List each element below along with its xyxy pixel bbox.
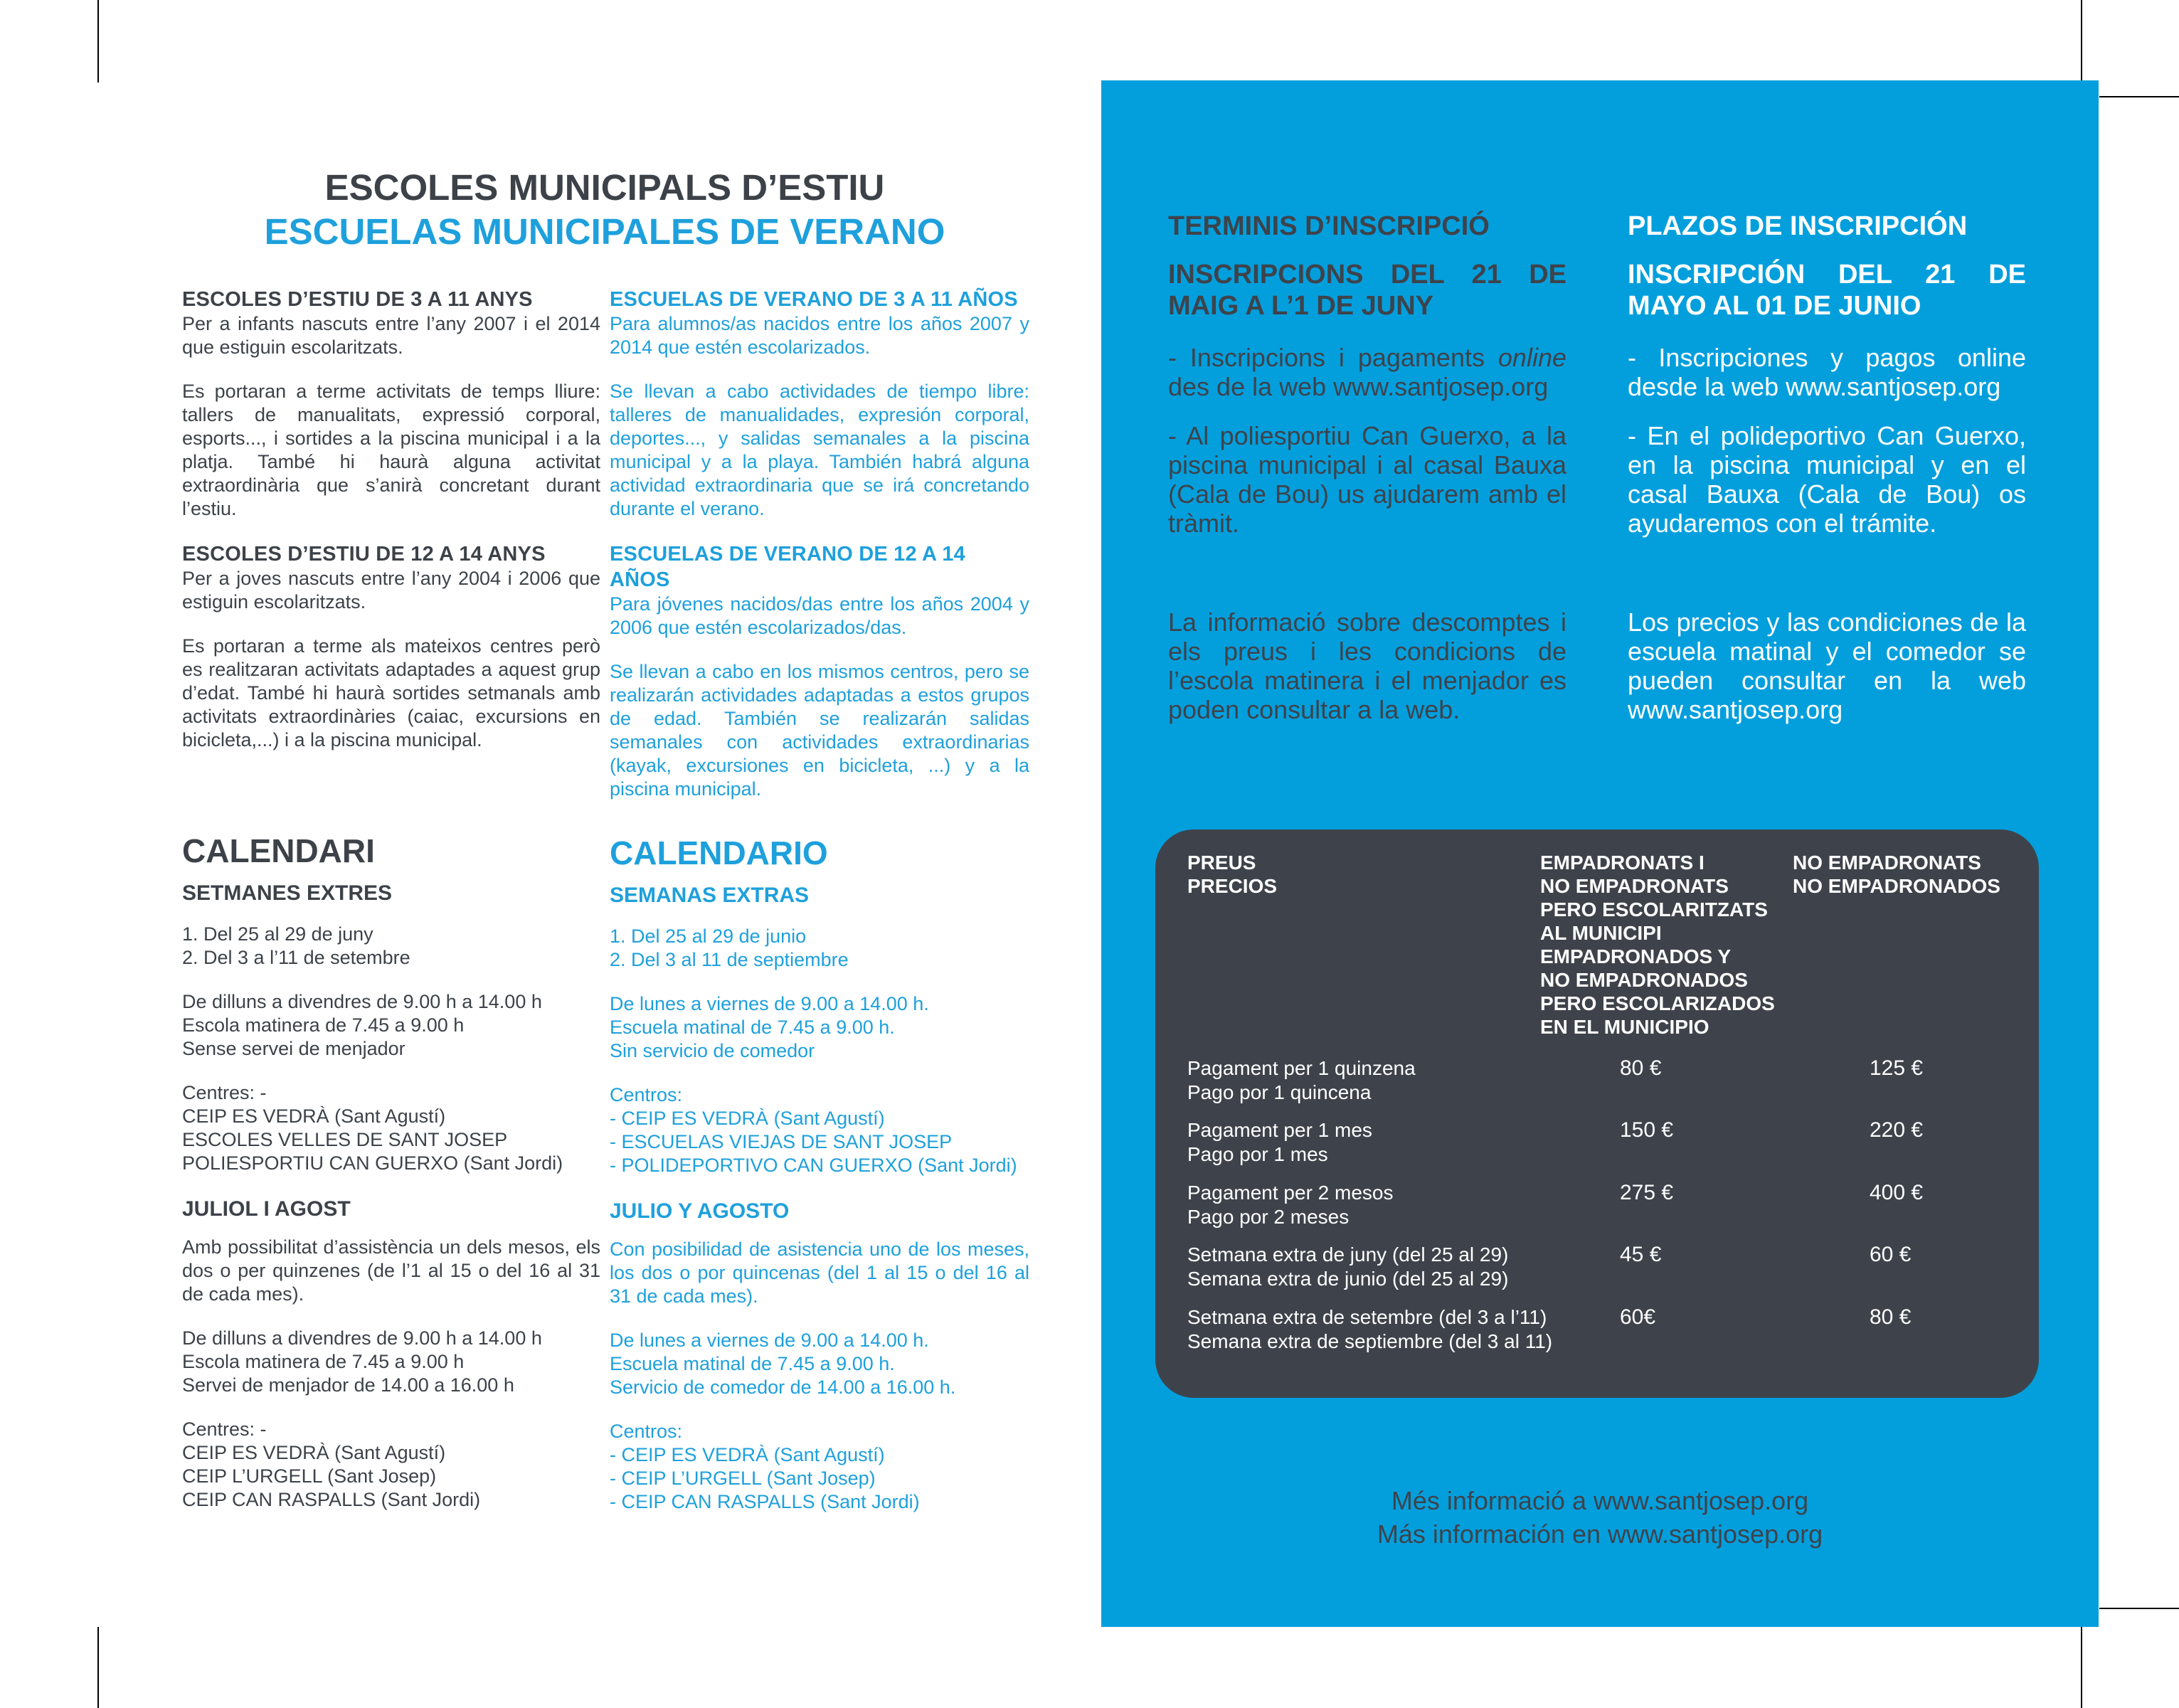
list-item: 2. Del 3 al 11 de septiembre xyxy=(610,949,849,970)
paragraph: Con posibilidad de asistencia uno de los meses, los dos o por quincenas (del 1 al 15 o del 16 al 31 de cada mes). xyxy=(610,1238,1029,1307)
list-item: Centres: - xyxy=(182,1418,267,1440)
extra-centres-list xyxy=(610,1083,1037,1177)
list-item: Centros: xyxy=(610,1084,683,1105)
paragraph: La informació sobre descomptes i els preus i les condicions de l’escola matinera i el menjador es poden consultar a la web. xyxy=(1168,608,1566,724)
crop-mark-bottom-left xyxy=(97,1627,99,1708)
list-item: - CEIP ES VEDRÀ (Sant Agustí) xyxy=(610,1108,885,1129)
extra-dates-list xyxy=(182,923,609,970)
summer-heading-es: JULIO Y AGOSTO xyxy=(610,1199,790,1223)
table-row: Setmana extra de setembre (del 3 a l’11) Semana extra de septiembre (del 3 al 11) 60€ 80 € xyxy=(1187,1305,1912,1352)
paragraph: - En el polideportivo Can Guerxo, en la piscina municipal y en el casal Bauxa (Cala de Bou) os ayudaremos con el trámite. xyxy=(1628,421,2026,538)
paragraph: - Al poliesportiu Can Guerxo, a la piscina municipal i al casal Bauxa (Cala de Bou) us ajudarem amb el tràmit. xyxy=(1168,421,1566,538)
crop-mark-top-right xyxy=(2081,0,2082,83)
list-item: POLIESPORTIU CAN GUERXO (Sant Jordi) xyxy=(182,1152,563,1174)
catalan-calendar xyxy=(182,830,609,1512)
crop-mark-top-left xyxy=(97,0,99,83)
paragraph: Es portaran a terme als mateixos centres però es realitzaran activitats adaptades a aquest grup d’edat. També hi haurà sortides setmanals amb activitats extraordinàries (caiac, excursions en bicicleta,...) i a la piscina municipal. xyxy=(182,635,600,750)
list-item: Sense servei de menjador xyxy=(182,1038,405,1059)
list-item: Escola matinera de 7.45 a 9.00 h xyxy=(182,1351,465,1372)
paragraph: Amb possibilitat d’assistència un dels mesos, els dos o per quinzenes (de l’1 al 15 o del 16 al 31 de cada mes). xyxy=(182,1236,600,1305)
panel-dates-ca: INSCRIPCIONS DEL 21 DE MAIG A L’1 DE JUNY xyxy=(1168,260,1566,321)
list-item: CEIP ES VEDRÀ (Sant Agustí) xyxy=(182,1442,446,1463)
section-heading-12-14-ca: ESCOLES D’ESTIU DE 12 A 14 ANYS xyxy=(182,543,546,566)
table-row: Pagament per 1 mes Pago por 1 mes 150 € 220 € xyxy=(1187,1118,1924,1165)
price-value: 80 € xyxy=(1870,1305,1912,1329)
table-row: Pagament per 2 mesos Pago por 2 meses 275 € 400 € xyxy=(1187,1181,1924,1228)
paragraph: Para alumnos/as nacidos entre los años 2007 y 2014 que estén escolarizados. xyxy=(610,313,1029,358)
panel-heading-es: PLAZOS DE INSCRIPCIÓN xyxy=(1628,211,1968,241)
paragraph: Los precios y las condiciones de la escuela matinal y el comedor se pueden consultar en la web www.santjosep.org xyxy=(1628,608,2026,724)
extra-schedule-list xyxy=(182,990,609,1061)
panel-catalan-column xyxy=(1168,211,1566,724)
price-label: PREUS PRECIOS xyxy=(1187,852,1278,897)
section-heading-3-11-es: ESCUELAS DE VERANO DE 3 A 11 AÑOS xyxy=(610,288,1018,311)
extra-dates-list xyxy=(610,925,1037,972)
list-item: 2. Del 3 a l’11 de setembre xyxy=(182,947,410,968)
paragraph: - Inscripciones y pagos online desde la web www.santjosep.org xyxy=(1628,343,2026,401)
table-row: Setmana extra de juny (del 25 al 29) Semana extra de junio (del 25 al 29) 45 € 60 € xyxy=(1187,1243,1912,1290)
panel-heading-ca: TERMINIS D’INSCRIPCIÓ xyxy=(1168,211,1490,241)
title-catalan: ESCOLES MUNICIPALS D’ESTIU xyxy=(324,167,885,208)
list-item: Escola matinera de 7.45 a 9.00 h xyxy=(182,1014,465,1036)
summer-centres-list xyxy=(610,1420,1037,1514)
list-item: CEIP ES VEDRÀ (Sant Agustí) xyxy=(182,1105,446,1127)
extra-schedule-list xyxy=(610,992,1037,1063)
list-item: CEIP L’URGELL (Sant Josep) xyxy=(182,1465,437,1487)
price-value: 60€ xyxy=(1620,1305,1656,1329)
paragraph: - Inscripcions i pagaments online des de la web www.santjosep.org xyxy=(1168,343,1566,401)
extra-centres-list xyxy=(182,1081,609,1175)
catalan-intro-column xyxy=(182,287,600,752)
list-item: Escuela matinal de 7.45 a 9.00 h. xyxy=(610,1353,895,1374)
column-header-registered: EMPADRONATS I NO EMPADRONATS PERO ESCOLARITZATS AL MUNICIPI EMPADRONADOS Y NO EMPADRONADOS PERO ESCOLARIZADOS EN EL MUNICIPIO xyxy=(1540,852,1775,1038)
price-value: 80 € xyxy=(1620,1056,1662,1080)
crop-mark-right-bottom xyxy=(2099,1608,2179,1609)
paragraph: Se llevan a cabo actividades de tiempo libre: talleres de manualidades, expresión corporal, deportes..., y salidas semanales a la piscina municipal y a la playa. También habrá alguna actividad extraordinaria que se irá concretando durante el verano. xyxy=(610,381,1029,519)
extra-weeks-heading-es: SEMANAS EXTRAS xyxy=(610,884,810,907)
list-item: De lunes a viernes de 9.00 a 14.00 h. xyxy=(610,1330,929,1351)
spanish-intro-column xyxy=(610,287,1029,801)
list-item: Centres: - xyxy=(182,1082,267,1103)
summer-schedule-list xyxy=(182,1327,609,1397)
list-item: Servicio de comedor de 14.00 a 16.00 h. xyxy=(610,1377,956,1398)
title-spanish: ESCUELAS MUNICIPALES DE VERANO xyxy=(264,211,945,252)
summer-heading-ca: JULIOL I AGOST xyxy=(182,1197,351,1221)
more-info-es: Más información en www.santjosep.org xyxy=(1377,1519,1823,1549)
price-value: 150 € xyxy=(1620,1118,1674,1142)
summer-centres-list xyxy=(182,1418,609,1512)
panel-spanish-column xyxy=(1628,211,2026,724)
list-item: CEIP CAN RASPALLS (Sant Jordi) xyxy=(182,1489,481,1510)
list-item: De dilluns a divendres de 9.00 h a 14.00 h xyxy=(182,991,542,1012)
price-value: 60 € xyxy=(1870,1243,1912,1266)
list-item: Escuela matinal de 7.45 a 9.00 h. xyxy=(610,1017,895,1038)
calendar-heading-ca: CALENDARI xyxy=(182,832,375,869)
paragraph: Se llevan a cabo en los mismos centros, pero se realizarán actividades adaptadas a estos grupos de edad. También se realizarán salidas semanales con actividades extraordinarias (kayak, excursiones en bicicleta, ...) y a la piscina municipal. xyxy=(610,661,1029,800)
price-value: 220 € xyxy=(1870,1118,1924,1142)
list-item: - POLIDEPORTIVO CAN GUERXO (Sant Jordi) xyxy=(610,1155,1017,1176)
list-item: - CEIP ES VEDRÀ (Sant Agustí) xyxy=(610,1444,885,1465)
list-item: Sin servicio de comedor xyxy=(610,1040,815,1061)
crop-mark-right-top xyxy=(2099,96,2179,97)
price-table xyxy=(1155,829,2039,1398)
spanish-calendar xyxy=(610,832,1037,1514)
price-value: 45 € xyxy=(1620,1243,1662,1266)
paragraph: Para jóvenes nacidos/das entre los años 2004 y 2006 que estén escolarizados/das. xyxy=(610,593,1029,638)
summer-schedule-list xyxy=(610,1329,1037,1399)
price-value: 400 € xyxy=(1870,1181,1924,1204)
paragraph: Per a joves nascuts entre l’any 2004 i 2006 que estiguin escolaritzats. xyxy=(182,568,600,612)
table-row: Pagament per 1 quinzena Pago por 1 quincena 80 € 125 € xyxy=(1187,1056,1924,1103)
price-value: 275 € xyxy=(1620,1181,1674,1204)
paragraph: Es portaran a terme activitats de temps lliure: tallers de manualitats, expressió corporal, esports..., i sortides a la piscina municipal i a la platja. També hi haurà alguna activitat extraordinària que s’anirà concretant durant l’estiu. xyxy=(182,381,600,519)
list-item: De dilluns a divendres de 9.00 h a 14.00 h xyxy=(182,1327,542,1349)
list-item: ESCOLES VELLES DE SANT JOSEP xyxy=(182,1129,508,1150)
list-item: Servei de menjador de 14.00 a 16.00 h xyxy=(182,1374,514,1396)
crop-mark-bottom-right xyxy=(2081,1627,2082,1708)
list-item: 1. Del 25 al 29 de junio xyxy=(610,925,807,947)
list-item: - CEIP L’URGELL (Sant Josep) xyxy=(610,1468,876,1489)
list-item: Centros: xyxy=(610,1421,683,1442)
price-value: 125 € xyxy=(1870,1056,1924,1080)
list-item: De lunes a viernes de 9.00 a 14.00 h. xyxy=(610,993,929,1014)
section-heading-3-11-ca: ESCOLES D’ESTIU DE 3 A 11 ANYS xyxy=(182,288,533,311)
paragraph: Per a infants nascuts entre l’any 2007 i el 2014 que estiguin escolaritzats. xyxy=(182,313,600,358)
list-item: 1. Del 25 al 29 de juny xyxy=(182,923,373,945)
list-item: - ESCUELAS VIEJAS DE SANT JOSEP xyxy=(610,1131,953,1152)
list-item: - CEIP CAN RASPALLS (Sant Jordi) xyxy=(610,1491,920,1512)
more-info-ca: Més informació a www.santjosep.org xyxy=(1391,1486,1809,1515)
section-heading-12-14-es: ESCUELAS DE VERANO DE 12 A 14 AÑOS xyxy=(610,543,966,591)
extra-weeks-heading-ca: SETMANES EXTRES xyxy=(182,881,393,905)
column-header-not-registered: NO EMPADRONATS NO EMPADRONADOS xyxy=(1793,852,2000,897)
panel-dates-es: INSCRIPCIÓN DEL 21 DE MAYO AL 01 DE JUNIO xyxy=(1628,260,2026,321)
calendar-heading-es: CALENDARIO xyxy=(610,834,828,871)
